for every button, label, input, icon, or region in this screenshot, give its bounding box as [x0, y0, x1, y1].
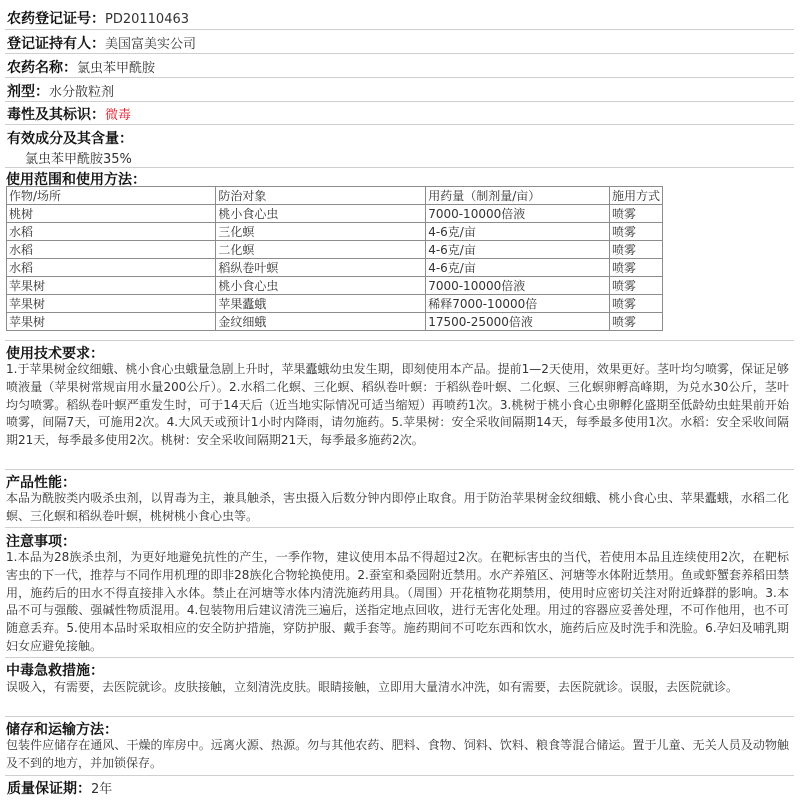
table-cell: 二化螟 [216, 241, 426, 259]
table-cell: 7000-10000倍液 [426, 205, 610, 223]
divider [5, 716, 794, 717]
ingredient-value: 氯虫苯甲酰胺35% [25, 152, 132, 167]
table-cell: 桃小食心虫 [216, 277, 426, 295]
table-header-row [7, 187, 663, 205]
usage-heading: 使用范围和使用方法： [6, 172, 146, 188]
pesticide-name-value: 氯虫苯甲酰胺 [77, 61, 156, 76]
divider [5, 775, 794, 776]
toxicity-value: 微毒 [105, 108, 132, 123]
table-cell: 苹果蠹蛾 [216, 295, 426, 313]
divider [5, 657, 794, 658]
holder-value: 美国富美实公司 [105, 37, 197, 52]
warranty-row [7, 778, 112, 798]
precautions-text: 1.本品为28族杀虫剂，为更好地避免抗性的产生，一季作物，建议使用本品不得超过2次。在靶标害虫的当代，若使用本品且连续使用2次，在靶标害虫的下一代，推荐与不同作用机理的即非28族化合物轮换使用。2.蚕室和桑园附近禁用。水产养殖区、河塘等水体附近禁用。鱼或虾蟹套养稻田禁用，施药后的田水不得直接排入水体。禁止在河塘等水体内清洗施药用具。（周围）开花植物花期禁用，使用时应密切关注对附近蜂群的影响。3.本品不可与强酸、强碱性物质混用。4.包装物用后建议清洗三遍后，送指定地点回收，进行无害化处理。用过的容器应妥善处理，不可作他用，也不可随意丢弃。5.使用本品时采取相应的安全防护措施，穿防护服、戴手套等。施药期间不可吃东西和饮水，施药后应及时洗手和洗脸。6.孕妇及哺乳期妇女应避免接触。 [6, 550, 789, 653]
table-row [7, 259, 663, 277]
registration-number-row [7, 8, 189, 28]
first-aid-heading: 中毒急救措施： [6, 663, 104, 679]
holder-row [7, 33, 196, 53]
table-cell: 喷雾 [609, 295, 662, 313]
technique-heading: 使用技术要求： [6, 346, 104, 362]
divider [5, 53, 794, 54]
table-cell: 喷雾 [609, 259, 662, 277]
first-aid-text: 误吸入，有需要，去医院就诊。皮肤接触，立刻清洗皮肤。眼睛接触，立即用大量清水冲洗，如有需要，去医院就诊。误服，去医院就诊。 [6, 680, 739, 694]
table-cell: 7000-10000倍液 [426, 277, 610, 295]
formulation-row [7, 81, 114, 101]
divider [5, 101, 794, 102]
table-cell: 4-6克/亩 [426, 223, 610, 241]
table-row [7, 205, 663, 223]
table-cell: 喷雾 [609, 277, 662, 295]
performance-heading: 产品性能： [6, 475, 76, 491]
formulation-value: 水分散粒剂 [49, 85, 115, 100]
table-cell: 喷雾 [609, 205, 662, 223]
divider [5, 124, 794, 125]
table-cell: 三化螟 [216, 223, 426, 241]
technique-text: 1.于苹果树金纹细蛾、桃小食心虫蛾量急剧上升时，苹果蠹蛾幼虫发生期，即刻使用本产品。提前1—2天使用，效果更好。茎叶均匀喷雾，保证足够喷液量（苹果树常规亩用水量200公斤）。2.水稻二化螟、三化螟、稻纵卷叶螟：于稻纵卷叶螟、二化螟、三化螟卵孵高峰期，为兑水30公斤，茎叶均匀喷雾。稻纵卷叶螟严重发生时，可于14天后（近当地实际情况可适当缩短）再喷药1次。3.桃树于桃小食心虫卵孵化盛期至低龄幼虫蛀果前开始喷雾，间隔7天，可施用2次。4.大风天或预计1小时内降雨，请勿施药。5.苹果树：安全采收间隔期14天，每季最多使用1次。水稻：安全采收间隔期21天，每季最多使用2次。桃树：安全采收间隔期21天，每季最多施药2次。 [6, 362, 789, 448]
divider [5, 77, 794, 78]
divider [5, 340, 794, 341]
table-header-cell: 防治对象 [216, 187, 426, 205]
table-cell: 苹果树 [7, 277, 216, 295]
table-cell: 水稻 [7, 259, 216, 277]
toxicity-row [7, 104, 131, 124]
table-row [7, 313, 663, 331]
table-header-cell: 施用方式 [609, 187, 662, 205]
divider [5, 29, 794, 30]
registration-number-label: 农药登记证号： [7, 11, 105, 27]
table-row [7, 241, 663, 259]
table-cell: 喷雾 [609, 313, 662, 331]
warranty-value: 2年 [91, 782, 113, 797]
performance-text: 本品为酰胺类内吸杀虫剂，以胃毒为主，兼具触杀，害虫摄入后数分钟内即停止取食。用于防治苹果树金纹细蛾、桃小食心虫、苹果蠹蛾，水稻二化螟、三化螟和稻纵卷叶螟，桃树桃小食心虫等。 [6, 491, 789, 523]
table-cell: 桃树 [7, 205, 216, 223]
table-header-cell: 用药量（制剂量/亩） [426, 187, 610, 205]
table-row [7, 223, 663, 241]
table-cell: 水稻 [7, 223, 216, 241]
table-row [7, 295, 663, 313]
table-cell: 水稻 [7, 241, 216, 259]
table-cell: 4-6克/亩 [426, 241, 610, 259]
ingredient-value-row [25, 148, 132, 167]
pesticide-name-label: 农药名称： [7, 60, 77, 76]
holder-label: 登记证持有人： [7, 36, 105, 52]
pesticide-name-row [7, 57, 155, 77]
divider [5, 469, 794, 470]
storage-text: 包装件应储存在通风、干燥的库房中。远离火源、热源。勿与其他农药、肥料、食物、饲料、饮料、粮食等混合储运。置于儿童、无关人员及动物触及不到的地方，并加锁保存。 [6, 738, 789, 770]
usage-table [6, 186, 663, 331]
table-cell: 苹果树 [7, 313, 216, 331]
storage-heading: 储存和运输方法： [6, 722, 118, 738]
table-row [7, 277, 663, 295]
warranty-label: 质量保证期： [7, 781, 91, 797]
table-cell: 稀释7000-10000倍 [426, 295, 610, 313]
table-cell: 稻纵卷叶螟 [216, 259, 426, 277]
table-cell: 桃小食心虫 [216, 205, 426, 223]
precautions-heading: 注意事项： [6, 534, 76, 550]
table-cell: 4-6克/亩 [426, 259, 610, 277]
formulation-label: 剂型： [7, 84, 49, 100]
toxicity-label: 毒性及其标识： [7, 107, 105, 123]
divider [5, 527, 794, 528]
table-cell: 金纹细蛾 [216, 313, 426, 331]
table-header-cell: 作物/场所 [7, 187, 216, 205]
table-cell: 喷雾 [609, 223, 662, 241]
ingredient-label-row [7, 128, 133, 148]
table-cell: 苹果树 [7, 295, 216, 313]
ingredient-label: 有效成分及其含量： [7, 131, 133, 147]
table-cell: 喷雾 [609, 241, 662, 259]
registration-number-value: PD20110463 [105, 12, 190, 27]
table-cell: 17500-25000倍液 [426, 313, 610, 331]
divider [5, 167, 794, 168]
